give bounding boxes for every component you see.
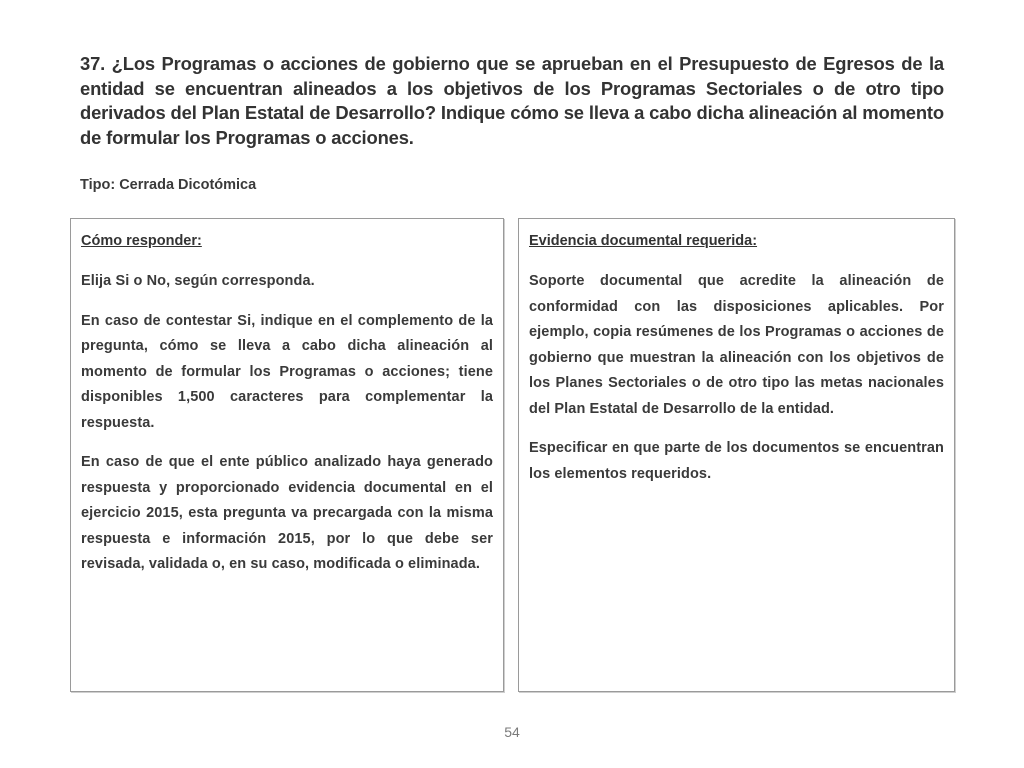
required-evidence-paragraph: Especificar en que parte de los documentos se encuentran los elementos requeridos. bbox=[529, 440, 944, 482]
question-type: Tipo: Cerrada Dicotómica bbox=[80, 177, 257, 193]
page-number: 54 bbox=[504, 724, 520, 740]
how-to-answer-box bbox=[70, 218, 504, 692]
required-evidence-box bbox=[518, 218, 955, 692]
required-evidence-heading: Evidencia documental requerida: bbox=[529, 233, 758, 249]
how-to-answer-paragraph: Elija Si o No, según corresponda. bbox=[81, 273, 315, 289]
how-to-answer-heading: Cómo responder: bbox=[81, 233, 202, 249]
required-evidence-paragraph: Soporte documental que acredite la alineación de conformidad con las disposiciones aplicables. Por ejemplo, copia resúmenes de los Programas o acciones de gobierno que muestran la alineación con los objetivos de los Planes Sectoriales o de otro tipo las metas nacionales del Plan Estatal de Desarrollo de la entidad. bbox=[529, 273, 944, 417]
how-to-answer-paragraph: En caso de que el ente público analizado haya generado respuesta y proporcionado evidencia documental en el ejercicio 2015, esta pregunta va precargada con la misma respuesta e información 2015, por lo que debe ser revisada, validada o, en su caso, modificada o eliminada. bbox=[81, 454, 493, 572]
question-text: 37. ¿Los Programas o acciones de gobierno que se aprueban en el Presupuesto de Egresos de la entidad se encuentran alineados a los objetivos de los Programas Sectoriales o de otro tipo derivados del Plan Estatal de Desarrollo? Indique cómo se lleva a cabo dicha alineación al momento de formular los Programas o acciones. bbox=[80, 53, 944, 148]
how-to-answer-paragraph: En caso de contestar Si, indique en el complemento de la pregunta, cómo se lleva a cabo dicha alineación al momento de formular los Programas o acciones; tiene disponibles 1,500 caracteres para complementar la respuesta. bbox=[81, 312, 493, 431]
